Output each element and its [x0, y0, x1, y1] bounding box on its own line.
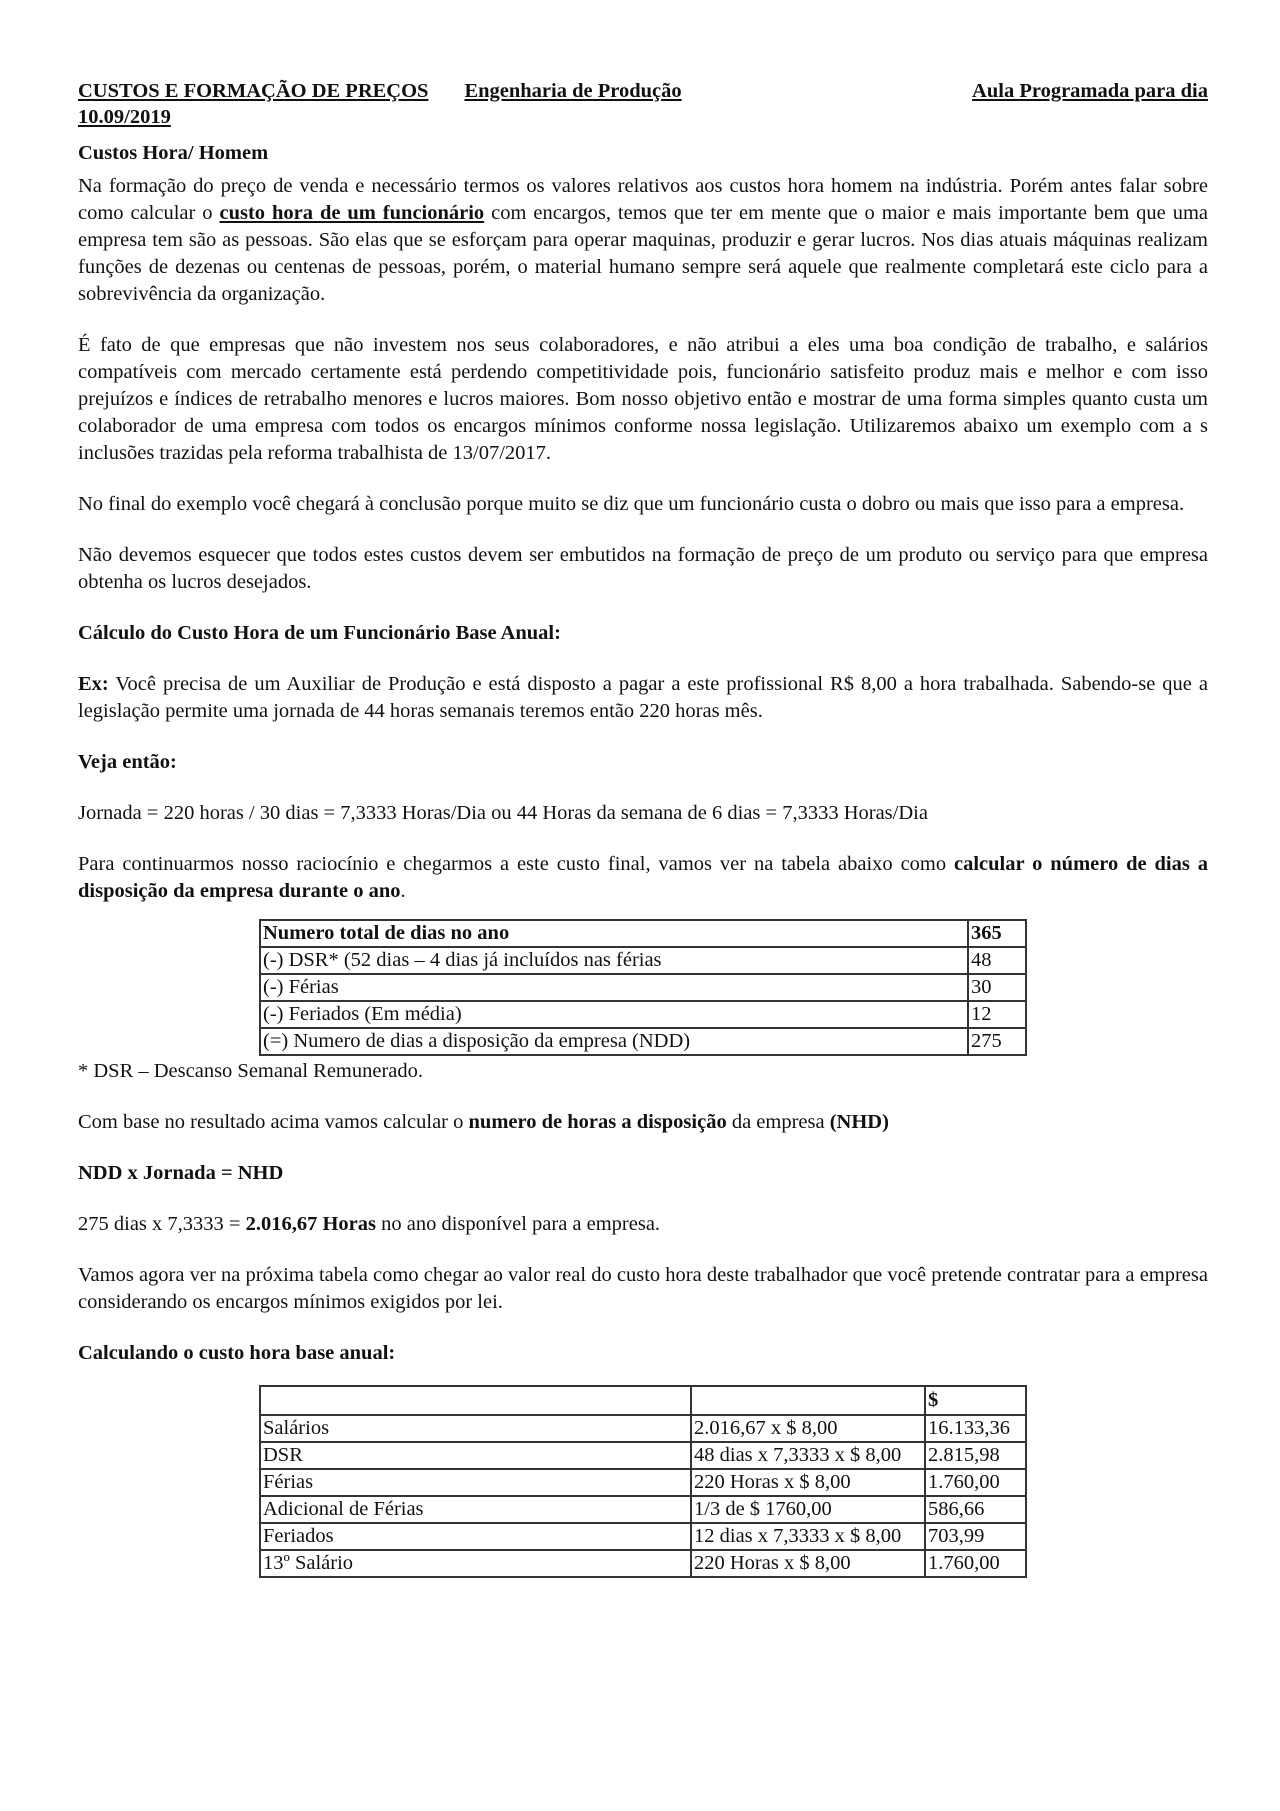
dsr-footnote: * DSR – Descanso Semanal Remunerado.	[78, 1060, 424, 1082]
cost-calc-cell: 220 Horas x $ 8,00	[691, 1469, 925, 1496]
continue-text-bold: calcular o número de dias a disposição da empresa durante o ano	[78, 853, 1208, 902]
cost-calc-cell: 220 Horas x $ 8,00	[691, 1550, 925, 1577]
cost-table	[259, 1385, 1027, 1578]
days-table	[259, 919, 1027, 1056]
jornada-line: Jornada = 220 horas / 30 dias = 7,3333 Horas/Dia ou 44 Horas da semana de 6 dias = 7,3333 Horas/Dia	[78, 802, 928, 824]
calc-title-text: Cálculo do Custo Hora de um Funcionário Base Anual:	[78, 622, 561, 644]
cost-item-cell: Salários	[260, 1415, 691, 1442]
table-row	[260, 920, 1026, 947]
result-text-b: no ano disponível para a empresa.	[376, 1213, 661, 1235]
cost-item-cell: Feriados	[260, 1523, 691, 1550]
paragraph-intro	[78, 173, 1208, 308]
cost-value-cell: 2.815,98	[925, 1442, 1026, 1469]
cost-value-cell: 1.760,00	[925, 1469, 1026, 1496]
paragraph-conclusion: No final do exemplo você chegará à conclusão porque muito se diz que um funcionário custa o dobro ou mais que isso para a empresa.	[78, 493, 1185, 515]
result-text-a: 275 dias x 7,3333 =	[78, 1213, 246, 1235]
header-program: Engenharia de Produção	[464, 80, 682, 102]
table-row	[260, 1496, 1026, 1523]
days-label-cell: (-) DSR* (52 dias – 4 dias já incluídos nas férias	[260, 947, 968, 974]
days-value-cell	[968, 920, 1026, 947]
nhd-text-bold2: (NHD)	[829, 1111, 889, 1133]
cost-value-cell: 586,66	[925, 1496, 1026, 1523]
paragraph-continue	[78, 851, 1208, 905]
table-row	[260, 974, 1026, 1001]
days-label-cell	[260, 920, 968, 947]
header-date: 10.09/2019	[78, 106, 171, 128]
veja-text: Veja então:	[78, 751, 177, 773]
paragraph-next: Vamos agora ver na próxima tabela como chegar ao valor real do custo hora deste trabalhador que você pretende contratar para a empresa considerando os encargos mínimos exigidos por lei.	[78, 1264, 1208, 1313]
days-value-cell: 275	[968, 1028, 1026, 1055]
days-value-cell: 12	[968, 1001, 1026, 1028]
page-header	[78, 78, 1208, 104]
cost-value-cell: 703,99	[925, 1523, 1026, 1550]
table-row	[260, 947, 1026, 974]
annual-title	[78, 1340, 1208, 1367]
days-label: Numero total de dias no ano	[263, 922, 510, 944]
cost-item-cell: DSR	[260, 1442, 691, 1469]
cost-calc-cell: 1/3 de $ 1760,00	[691, 1496, 925, 1523]
nhd-text-b: da empresa	[726, 1111, 830, 1133]
table-header-row	[260, 1386, 1026, 1415]
cost-value-cell: 1.760,00	[925, 1550, 1026, 1577]
result-text-bold: 2.016,67 Horas	[245, 1213, 376, 1235]
paragraph-investment: É fato de que empresas que não investem nos seus colaboradores, e não atribui a eles uma boa condição de trabalho, e salários compatíveis com mercado certamente está perdendo competitividade pois, funcionário satisfeito produz mais e melhor e com isso prejuízos e índices de retrabalho menores e lucros maiores. Bom nosso objetivo então e mostrar de uma forma simples quanto custa um colaborador de uma empresa com todos os encargos mínimos conforme nossa legislação. Utilizaremos abaixo um exemplo com a s inclusões trazidas pela reforma trabalhista de 13/07/2017.	[78, 334, 1208, 464]
days-label-cell: (-) Feriados (Em média)	[260, 1001, 968, 1028]
paragraph-intro-text-b: com encargos, temos que ter em mente que o maior e mais importante bem que uma empresa tem são as pessoas. São elas que se esforçam para operar maquinas, produzir e gerar lucros. Nos dias atuais máquinas realizam funções de dezenas ou centenas de pessoas, porém, o material humano sempre será aquele que realmente completará este ciclo para a sobrevivência da organização.	[78, 202, 1208, 305]
cost-item-cell: Adicional de Férias	[260, 1496, 691, 1523]
calc-title	[78, 620, 1208, 647]
section-title: Custos Hora/ Homem	[78, 142, 269, 164]
cost-calc-cell: 2.016,67 x $ 8,00	[691, 1415, 925, 1442]
header-course: CUSTOS E FORMAÇÃO DE PREÇOS	[78, 80, 429, 102]
days-label-cell: (-) Férias	[260, 974, 968, 1001]
result-line	[78, 1211, 1208, 1238]
table-row	[260, 1001, 1026, 1028]
table-row	[260, 1028, 1026, 1055]
example-label: Ex:	[78, 673, 109, 695]
veja-heading	[78, 749, 1208, 776]
paragraph-nhd	[78, 1109, 1208, 1136]
table-row	[260, 1442, 1026, 1469]
formula-text: NDD x Jornada = NHD	[78, 1162, 284, 1184]
currency-symbol: $	[928, 1389, 939, 1411]
annual-title-text: Calculando o custo hora base anual:	[78, 1342, 396, 1364]
header-cell-currency	[925, 1386, 1026, 1415]
days-label-cell: (=) Numero de dias a disposição da empresa (NDD)	[260, 1028, 968, 1055]
table-row	[260, 1523, 1026, 1550]
paragraph-example	[78, 671, 1208, 725]
nhd-text-bold: numero de horas a disposição	[468, 1111, 727, 1133]
cost-item-cell: 13º Salário	[260, 1550, 691, 1577]
paragraph-costs: Não devemos esquecer que todos estes custos devem ser embutidos na formação de preço de um produto ou serviço para que empresa obtenha os lucros desejados.	[78, 544, 1208, 593]
header-cell	[260, 1386, 691, 1415]
cost-calc-cell: 48 dias x 7,3333 x $ 8,00	[691, 1442, 925, 1469]
days-value-cell: 30	[968, 974, 1026, 1001]
cost-value-cell: 16.133,36	[925, 1415, 1026, 1442]
continue-text-b: .	[400, 880, 406, 902]
cost-calc-cell: 12 dias x 7,3333 x $ 8,00	[691, 1523, 925, 1550]
custo-hora-link[interactable]: custo hora de um funcionário	[219, 202, 485, 224]
header-class-date-label: Aula Programada para dia	[972, 80, 1208, 102]
formula-line	[78, 1160, 1208, 1187]
continue-text-a: Para continuarmos nosso raciocínio e chegarmos a este custo final, vamos ver na tabela abaixo como	[78, 853, 955, 875]
days-value-cell: 48	[968, 947, 1026, 974]
paragraph-intro-text-a: Na formação do preço de venda e necessário termos os valores relativos aos custos hora homem na indústria. Porém antes falar sobre como calcular o	[78, 175, 1208, 224]
table-row	[260, 1415, 1026, 1442]
document-content	[78, 78, 1208, 1578]
days-value: 365	[971, 922, 1002, 944]
header-cell	[691, 1386, 925, 1415]
nhd-text-a: Com base no resultado acima vamos calcular o	[78, 1111, 469, 1133]
table-row	[260, 1550, 1026, 1577]
example-text: Você precisa de um Auxiliar de Produção e está disposto a pagar a este profissional R$ 8,00 a hora trabalhada. Sabendo-se que a legislação permite uma jornada de 44 horas semanais teremos então 220 horas mês.	[78, 673, 1208, 722]
table-row	[260, 1469, 1026, 1496]
cost-item-cell: Férias	[260, 1469, 691, 1496]
